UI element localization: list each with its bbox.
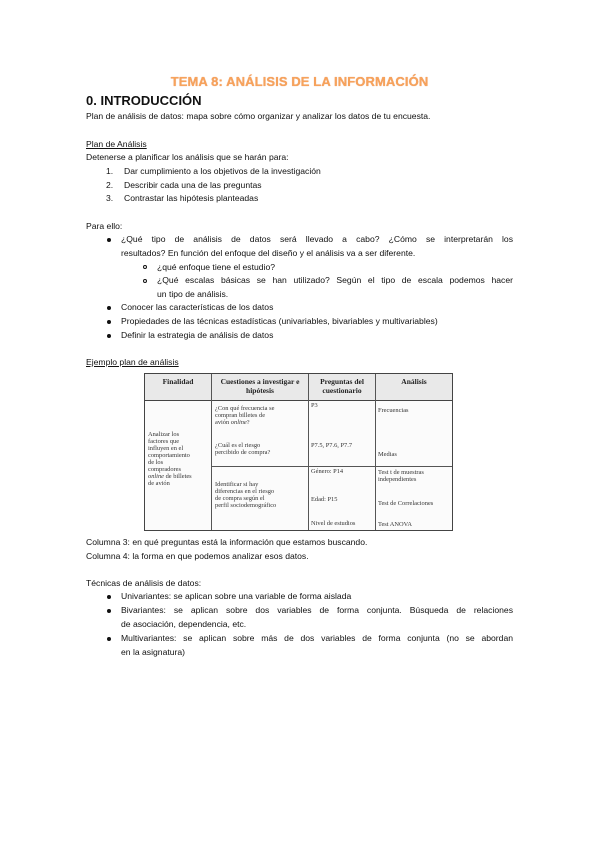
plan-item: Dar cumplimiento a los objetivos de la investigación — [124, 166, 321, 176]
table-cell: influyen en el — [148, 445, 184, 452]
bullet-text: Conocer las características de los datos — [121, 302, 274, 312]
table-cell: factores que — [148, 438, 180, 445]
bullet-text-cont: en la asignatura) — [121, 647, 186, 657]
plan-heading: Plan de Análisis — [86, 139, 147, 149]
columna-3-note: Columna 3: en qué preguntas está la información que estamos buscando. — [86, 537, 368, 547]
intro-text: Plan de análisis de datos: mapa sobre cómo organizar y analizar los datos de tu encuesta. — [86, 111, 431, 121]
analysis-plan-table — [144, 373, 453, 531]
table-cell: P3 — [311, 402, 318, 409]
table-divider — [308, 374, 309, 530]
table-cell: Analizar los — [148, 431, 180, 438]
table-cell: Test ANOVA — [378, 521, 413, 528]
table-cell: comportamiento — [148, 452, 190, 459]
table-cell: Género: P14 — [311, 468, 344, 475]
bullet-icon — [107, 306, 111, 310]
table-cell: avión online? — [215, 419, 250, 426]
table-cell: percibido de compra? — [215, 449, 271, 456]
table-cell: diferencias en el riesgo — [215, 488, 275, 495]
table-divider — [211, 374, 212, 530]
bullet-icon — [107, 238, 111, 242]
table-cell: independientes — [378, 476, 417, 483]
bullet-icon — [107, 334, 111, 338]
table-header-cell: Análisis — [401, 377, 427, 386]
bullet-text: ¿Qué tipo de análisis de datos será llevado a cabo? ¿Cómo se interpretarán los — [121, 234, 513, 244]
sub-bullet-icon — [143, 265, 147, 269]
table-cell: perfil sociodemográfico — [215, 502, 277, 509]
plan-lead: Detenerse a planificar los análisis que se harán para: — [86, 152, 289, 162]
bullet-icon — [107, 637, 111, 641]
table-cell: Test t de muestras — [378, 469, 424, 476]
table-cell: ¿Con qué frecuencia se — [215, 405, 275, 412]
table-cell: compran billetes de — [215, 412, 266, 419]
table-divider — [375, 374, 376, 530]
table-cell: Edad: P15 — [311, 496, 338, 503]
bullet-icon — [107, 609, 111, 613]
bullet-text: Definir la estrategia de análisis de datos — [121, 330, 274, 340]
bullet-icon — [107, 595, 111, 599]
sub-bullet-text: ¿Qué escalas básicas se han utilizado? Según el tipo de escala podemos hacer — [157, 275, 513, 285]
table-cell: P7.5, P7.6, P7.7 — [311, 442, 353, 449]
table-cell: ¿Cuál es el riesgo — [215, 442, 261, 449]
sub-bullet-text-cont: un tipo de análisis. — [157, 289, 229, 299]
plan-item-number: 2. — [106, 180, 114, 190]
sub-bullet-icon — [143, 279, 147, 283]
plan-item: Contrastar las hipótesis planteadas — [124, 193, 259, 203]
table-cell: de compra según el — [215, 495, 265, 502]
table-cell: Nivel de estudios — [311, 520, 356, 527]
bullet-text: Multivariantes: se aplican sobre más de dos variables de forma conjunta (no se abordan — [121, 633, 513, 643]
table-cell: Medias — [378, 451, 397, 458]
plan-item-number: 1. — [106, 166, 114, 176]
table-cell: de avión — [148, 480, 170, 487]
ejemplo-heading: Ejemplo plan de análisis — [86, 357, 179, 367]
plan-item-number: 3. — [106, 193, 114, 203]
page-title: TEMA 8: ANÁLISIS DE LA INFORMACIÓN — [170, 74, 429, 89]
table-cell: Identificar si hay — [215, 481, 259, 488]
bullet-text-cont: de asociación, dependencia, etc. — [121, 619, 247, 629]
table-cell: de los — [148, 459, 164, 466]
table-header-cell: Finalidad — [162, 377, 194, 386]
table-divider — [211, 466, 452, 467]
table-cell: online de billetes — [148, 473, 192, 480]
bullet-icon — [107, 320, 111, 324]
table-header-cell: Cuestiones a investigar e hipótesis — [220, 377, 300, 395]
table-cell: Frecuencias — [378, 407, 409, 414]
table-header-cell: Preguntas del cuestionario — [320, 377, 364, 395]
columna-4-note: Columna 4: la forma en que podemos analizar esos datos. — [86, 551, 309, 561]
table-cell: compradores — [148, 466, 182, 473]
table-cell: Test de Correlaciones — [378, 500, 434, 507]
sub-bullet-text: ¿qué enfoque tiene el estudio? — [157, 262, 276, 272]
bullet-text-cont: resultados? En función del enfoque del diseño y el análisis va a ser diferente. — [121, 248, 416, 258]
plan-item: Describir cada una de las preguntas — [124, 180, 262, 190]
bullet-text: Bivariantes: se aplican sobre dos variables de forma conjunta. Búsqueda de relaciones — [121, 605, 513, 615]
bullet-text: Propiedades de las técnicas estadísticas (univariables, bivariables y multivariables) — [121, 316, 438, 326]
bullet-text: Univariantes: se aplican sobre una variable de forma aislada — [121, 591, 352, 601]
para-ello-lead: Para ello: — [86, 221, 123, 231]
tecnicas-lead: Técnicas de análisis de datos: — [86, 578, 202, 588]
section-heading: 0. INTRODUCCIÓN — [86, 93, 202, 108]
